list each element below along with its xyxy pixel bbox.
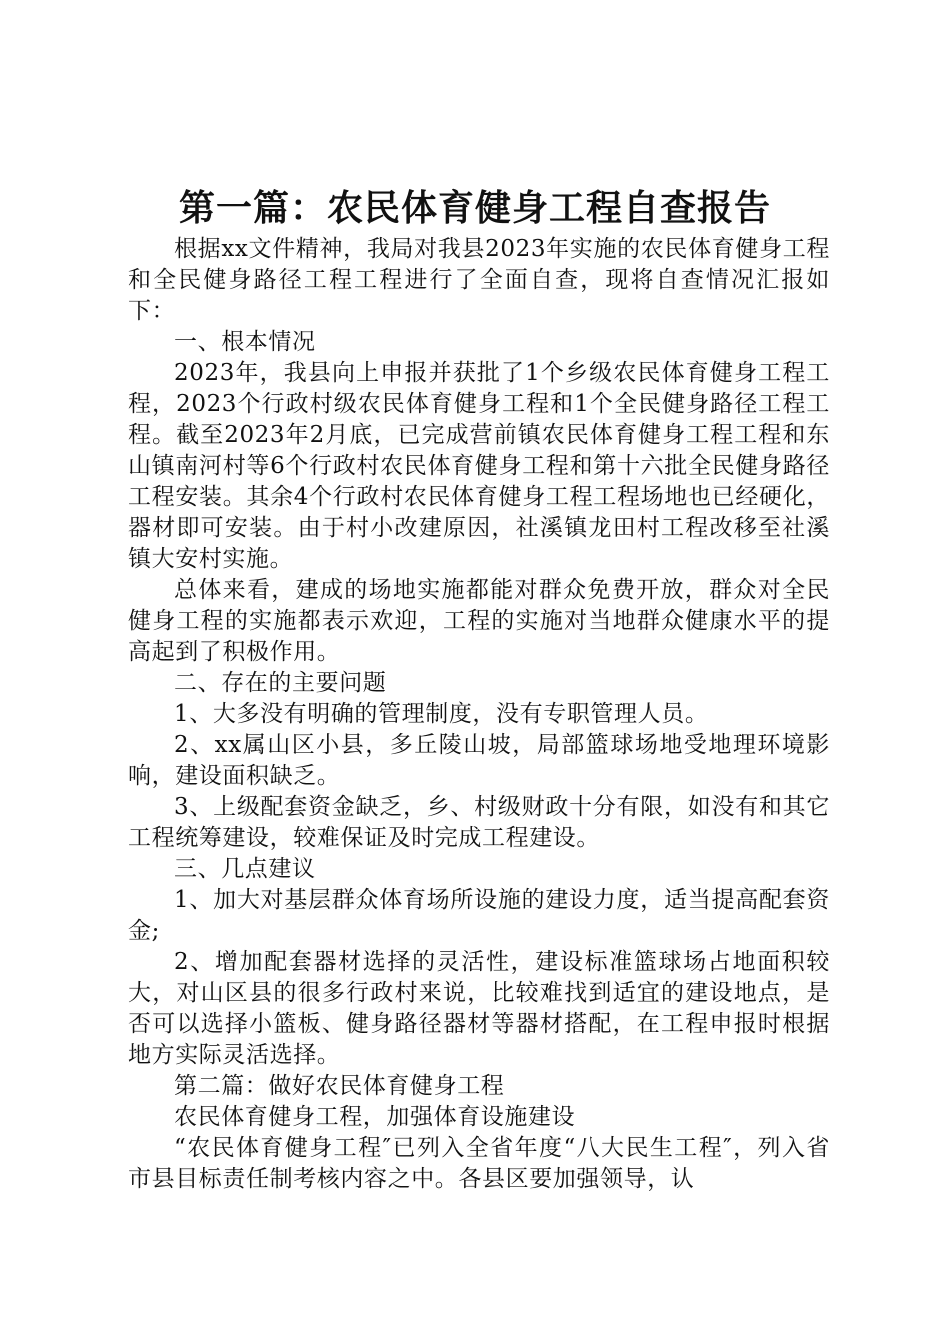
suggestion-item-1: 1、加大对基层群众体育场所设施的建设力度，适当提高配套资金; [128, 887, 830, 944]
second-article-paragraph: “农民体育健身工程″已列入全省年度“八大民生工程″，列入省市县目标责任制考核内容之中。各县区要加强领导，认 [128, 1135, 830, 1192]
second-article-subtitle: 农民体育健身工程，加强体育设施建设 [174, 1104, 576, 1130]
second-article-title: 第二篇：做好农民体育健身工程 [174, 1073, 505, 1099]
problem-item-1: 1、大多没有明确的管理制度，没有专职管理人员。 [174, 701, 709, 727]
section-heading-main-problems: 二、存在的主要问题 [174, 670, 387, 696]
problem-item-3: 3、上级配套资金缺乏，乡、村级财政十分有限，如没有和其它工程统筹建设，较难保证及时完成工程建设。 [128, 794, 830, 851]
section-heading-suggestions: 三、几点建议 [174, 856, 316, 882]
section-heading-basic-situation: 一、根本情况 [174, 329, 316, 355]
document-body [128, 234, 830, 1195]
intro-paragraph: 根据xx文件精神，我局对我县2023年实施的农民体育健身工程和全民健身路径工程工程进行了全面自查，现将自查情况汇报如下： [128, 236, 830, 324]
problem-item-2: 2、xx属山区小县，多丘陵山坡，局部篮球场地受地理环境影响，建设面积缺乏。 [128, 732, 830, 789]
basic-situation-paragraph: 2023年，我县向上申报并获批了1个乡级农民体育健身工程工程，2023个行政村级农民体育健身工程和1个全民健身路径工程工程。截至2023年2月底，已完成营前镇农民体育健身工程工程和东山镇南河村等6个行政村农民体育健身工程和第十六批全民健身路径工程安装。其余4个行政村农民体育健身工程工程场地也已经硬化，器材即可安装。由于村小改建原因，社溪镇龙田村工程改移至社溪镇大安村实施。 [128, 360, 830, 572]
document-title: 第一篇：农民体育健身工程自查报告 [178, 188, 771, 229]
suggestion-item-2: 2、增加配套器材选择的灵活性，建设标准篮球场占地面积较大，对山区县的很多行政村来说，比较难找到适宜的建设地点，是否可以选择小篮板、健身路径器材等器材搭配，在工程申报时根据地方实际灵活选择。 [128, 949, 830, 1068]
overall-assessment-paragraph: 总体来看，建成的场地实施都能对群众免费开放，群众对全民健身工程的实施都表示欢迎，工程的实施对当地群众健康水平的提高起到了积极作用。 [128, 577, 830, 665]
